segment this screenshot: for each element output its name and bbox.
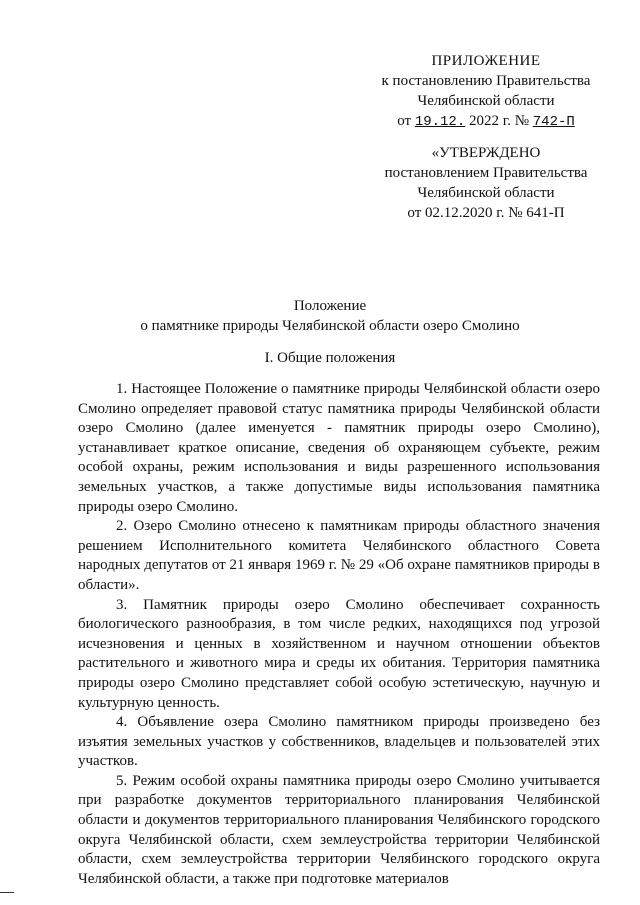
paragraph: 3. Памятник природы озеро Смолино обеспечивает сохранность биологического разнообразия, в том числе редких, находящихся под угрозой исчезновения и ценных в хозяйственном и научном отношении объектов растительного и животного мира и среды их обитания. Территория памятника природы озеро Смолино представляет собой особую эстетическую, научную и культурную ценность. (78, 596, 600, 711)
paragraph: 2. Озеро Смолино отнесено к памятникам природы областного значения решением Исполнительного комитета Челябинского областного Совета народных депутатов от 21 января 1969 г. № 29 «Об охране памятников природы в области». (78, 518, 600, 593)
approved-line-2: Челябинской области (417, 185, 555, 201)
document-title-line-2: о памятнике природы Челябинской области озеро Смолино (140, 318, 520, 334)
section-title: I. Общие положения (264, 350, 396, 366)
appendix-line-2: Челябинской области (417, 93, 555, 109)
handwritten-date: 19.12. (414, 114, 466, 130)
approved-line-1: постановлением Правительства (384, 165, 588, 181)
date-year: 2022 г. № (468, 113, 530, 129)
appendix-date-line (370, 111, 602, 132)
date-prefix: от (397, 113, 412, 129)
scan-edge-mark (0, 892, 14, 893)
approved-line-3: от 02.12.2020 г. № 641-П (407, 205, 565, 221)
paragraph: 4. Объявление озера Смолино памятником природы произведено без изъятия земельных участков у собственников, владельцев и пользователей этих участков. (78, 714, 600, 770)
document-body (78, 380, 600, 889)
appendix-line-1: к постановлению Правительства (381, 73, 591, 89)
document-title (60, 296, 600, 336)
paragraph: 5. Режим особой охраны памятника природы озеро Смолино учитывается при разработке документов территориального планирования Челябинской области и документов территориального планирования Челябинского городского округа Челябинской области, схем землеустройства территории Челябинской области, схем землеустройства территории Челябинского городского округа Челябинской области, а также при подготовке материалов (78, 772, 600, 887)
document-title-line-1: Положение (293, 298, 367, 314)
appendix-title: ПРИЛОЖЕНИЕ (431, 53, 541, 69)
appendix-header (370, 51, 602, 132)
paragraph: 1. Настоящее Положение о памятнике природы Челябинской области озеро Смолино определяет правовой статус памятника природы Челябинской области озеро Смолино (далее именуется - памятник природы озеро Смолино), устанавливает краткое описание, сведения об охраняющем субъекте, режим особой охраны, режим использования и виды разрешенного использования земельных участков, а также допустимые виды использования памятника природы озеро Смолино. (78, 381, 600, 515)
approved-header (370, 143, 602, 223)
handwritten-number: 742-П (532, 114, 575, 130)
approved-title: «УТВЕРЖДЕНО (431, 145, 541, 161)
